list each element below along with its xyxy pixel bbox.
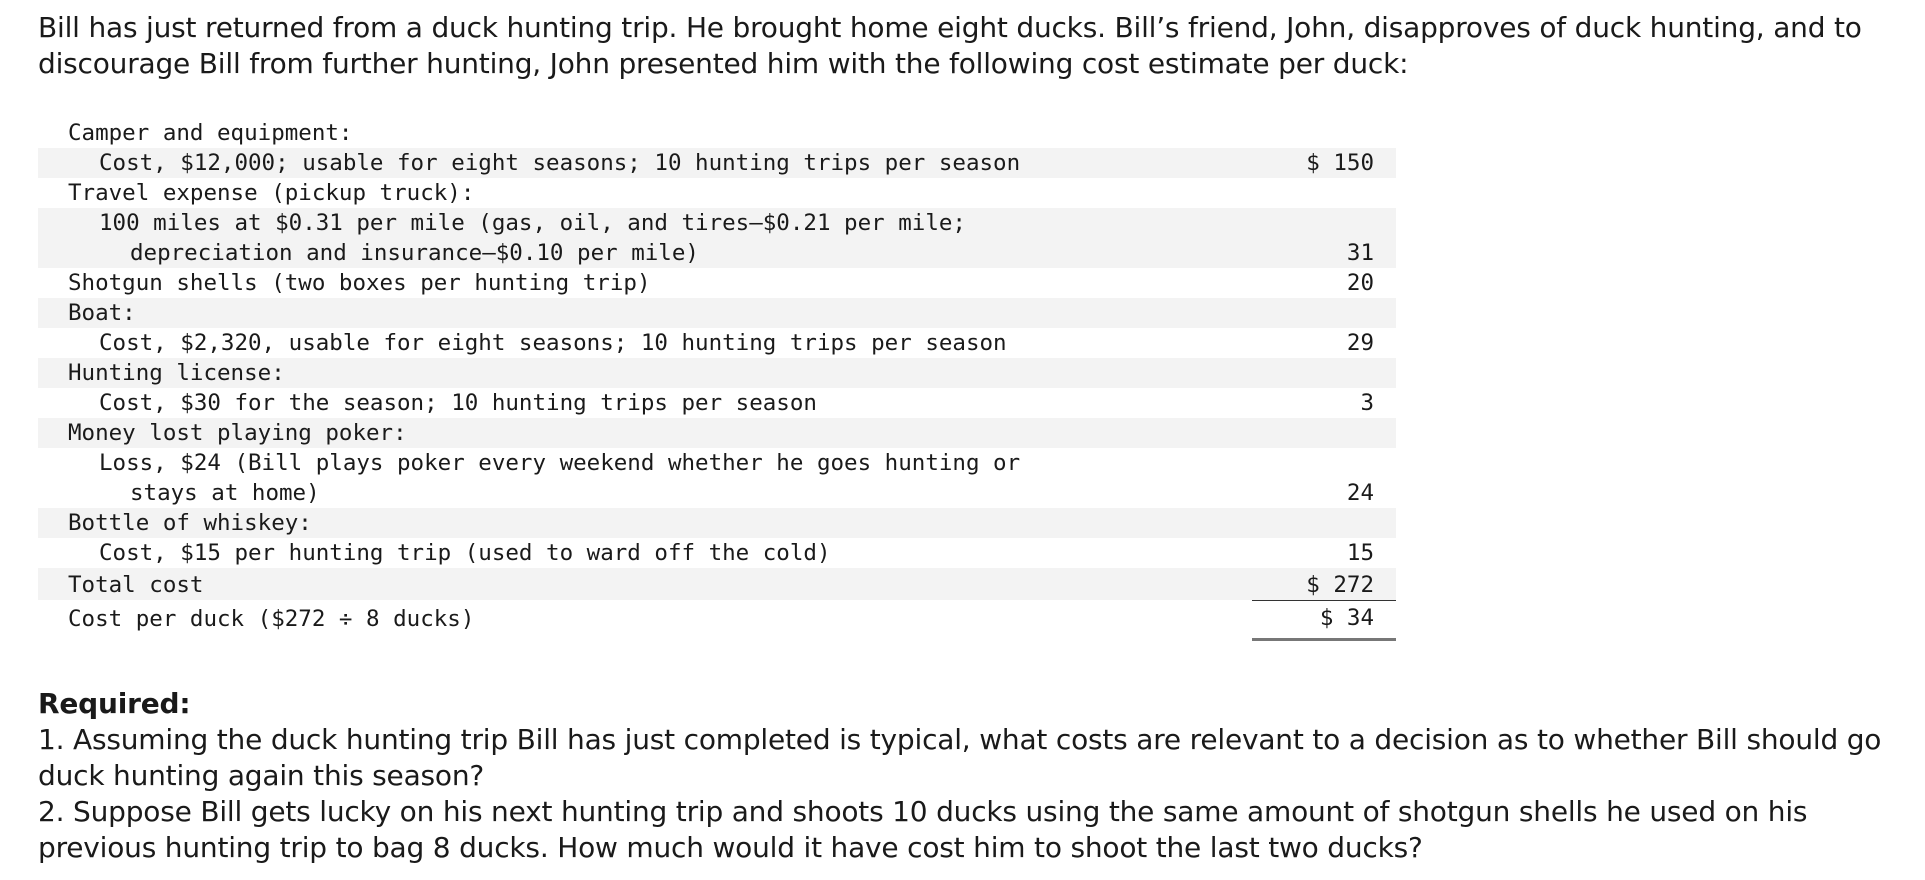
table-row-poker-loss [38,448,1396,508]
table-row-boat-cost [38,328,1396,358]
row-label: Cost per duck ($272 ÷ 8 ducks) [68,606,475,632]
row-amount: 24 [1346,480,1374,506]
row-label: Cost, $2,320, usable for eight seasons; 10 hunting trips per season [99,330,1007,356]
required-heading: Required: [38,687,191,720]
row-label: Travel expense (pickup truck): [68,180,475,206]
row-amount: $ 150 [1306,150,1374,176]
table-row-cost-per-duck [38,600,1396,636]
row-label: 100 miles at $0.31 per mile (gas, oil, and tires—$0.21 per mile; [99,210,966,236]
question-1: 1. Assuming the duck hunting trip Bill has just completed is typical, what costs are relevant to a decision as to whether Bill should go duck hunting again this season? [38,723,1882,792]
double-underline-rule [1252,638,1396,641]
table-row-camper-heading [38,118,1396,148]
row-label: Cost, $15 per hunting trip (used to ward off the cold) [99,540,831,566]
table-row-poker-heading [38,418,1396,448]
row-label: Cost, $12,000; usable for eight seasons; 10 hunting trips per season [99,150,1021,176]
row-label: Bottle of whiskey: [68,510,312,536]
question-2: 2. Suppose Bill gets lucky on his next hunting trip and shoots 10 ducks using the same amount of shotgun shells he used on his previous hunting trip to bag 8 ducks. How much would it have cost him to shoot the last two ducks? [38,795,1808,864]
table-row-camper-cost [38,148,1396,178]
row-amount: $ 272 [1306,572,1374,598]
row-amount: 29 [1346,330,1374,356]
table-row-travel-heading [38,178,1396,208]
table-row-whiskey-cost [38,538,1396,568]
row-amount: 31 [1346,240,1374,266]
row-label: Money lost playing poker: [68,420,407,446]
row-label: Shotgun shells (two boxes per hunting trip) [68,270,651,296]
table-row-travel-cost [38,208,1396,268]
row-label: Loss, $24 (Bill plays poker every weekend whether he goes hunting or [99,450,1021,476]
problem-intro: Bill has just returned from a duck hunting trip. He brought home eight ducks. Bill’s friend, John, disapproves of duck hunting, and to discourage Bill from further hunting, John presented him with the following cost estimate per duck: [38,11,1862,80]
row-amount: 3 [1360,390,1374,416]
table-row-license-heading [38,358,1396,388]
table-row-shotgun-shells [38,268,1396,298]
row-label: Camper and equipment: [68,120,353,146]
row-amount: $ 34 [1319,605,1374,631]
row-label-continued: stays at home) [130,480,320,506]
row-label: Hunting license: [68,360,285,386]
table-row-total-cost [38,568,1396,600]
table-row-whiskey-heading [38,508,1396,538]
row-amount: 20 [1346,270,1374,296]
row-label: Boat: [68,300,136,326]
row-amount: 15 [1346,540,1374,566]
row-label: Cost, $30 for the season; 10 hunting trips per season [99,390,817,416]
row-label: Total cost [68,572,204,598]
table-row-boat-heading [38,298,1396,328]
cost-estimate-table [38,118,1396,636]
table-row-license-cost [38,388,1396,418]
required-section [38,686,1908,866]
row-label-continued: depreciation and insurance—$0.10 per mile) [130,240,699,266]
